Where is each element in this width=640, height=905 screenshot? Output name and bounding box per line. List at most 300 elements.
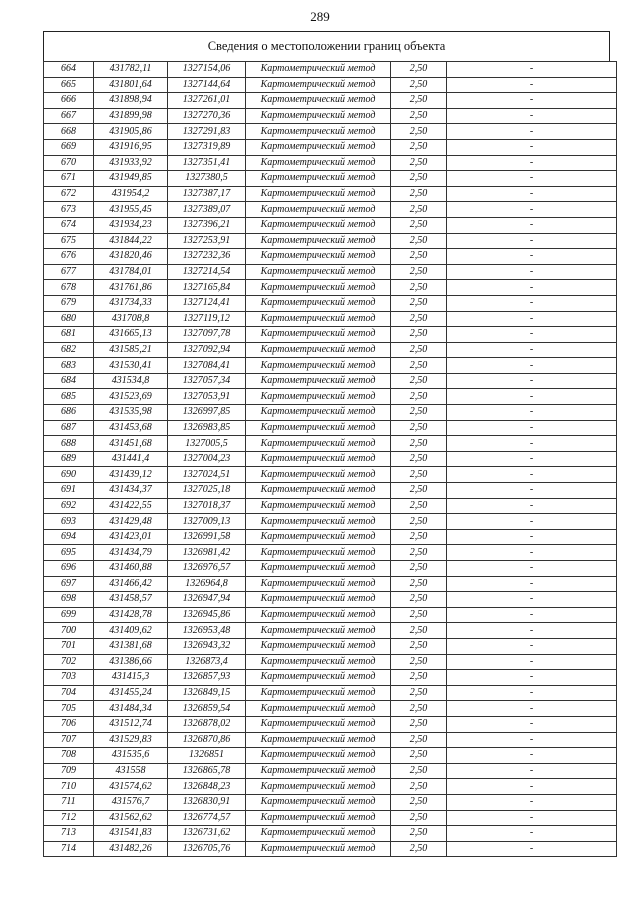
accuracy-cell: 2,50: [391, 436, 447, 452]
description-cell: -: [447, 670, 617, 686]
accuracy-cell: 2,50: [391, 93, 447, 109]
y-coordinate-cell: 1326851: [168, 748, 246, 764]
description-cell: -: [447, 233, 617, 249]
point-number-cell: 705: [44, 701, 94, 717]
point-number-cell: 668: [44, 124, 94, 140]
x-coordinate-cell: 431530,41: [94, 358, 168, 374]
page-number: 289: [310, 9, 330, 24]
x-coordinate-cell: 431955,45: [94, 202, 168, 218]
x-coordinate-cell: 431381,68: [94, 638, 168, 654]
x-coordinate-cell: 431512,74: [94, 716, 168, 732]
table-row: [44, 794, 617, 810]
description-cell: -: [447, 217, 617, 233]
description-cell: -: [447, 514, 617, 530]
point-number-cell: 704: [44, 685, 94, 701]
table-row: [44, 249, 617, 265]
method-cell: Картометрический метод: [246, 779, 391, 795]
accuracy-cell: 2,50: [391, 810, 447, 826]
y-coordinate-cell: 1326983,85: [168, 420, 246, 436]
y-coordinate-cell: 1326943,32: [168, 638, 246, 654]
x-coordinate-cell: 431761,86: [94, 280, 168, 296]
point-number-cell: 712: [44, 810, 94, 826]
point-number-cell: 691: [44, 483, 94, 499]
description-cell: -: [447, 202, 617, 218]
table-row: [44, 623, 617, 639]
accuracy-cell: 2,50: [391, 202, 447, 218]
accuracy-cell: 2,50: [391, 498, 447, 514]
y-coordinate-cell: 1326848,23: [168, 779, 246, 795]
description-cell: -: [447, 607, 617, 623]
accuracy-cell: 2,50: [391, 108, 447, 124]
point-number-cell: 707: [44, 732, 94, 748]
description-cell: -: [447, 264, 617, 280]
y-coordinate-cell: 1327018,37: [168, 498, 246, 514]
point-number-cell: 675: [44, 233, 94, 249]
accuracy-cell: 2,50: [391, 77, 447, 93]
point-number-cell: 692: [44, 498, 94, 514]
accuracy-cell: 2,50: [391, 654, 447, 670]
accuracy-cell: 2,50: [391, 62, 447, 78]
accuracy-cell: 2,50: [391, 763, 447, 779]
description-cell: -: [447, 311, 617, 327]
y-coordinate-cell: 1326774,57: [168, 810, 246, 826]
point-number-cell: 676: [44, 249, 94, 265]
y-coordinate-cell: 1327396,21: [168, 217, 246, 233]
point-number-cell: 682: [44, 342, 94, 358]
accuracy-cell: 2,50: [391, 483, 447, 499]
x-coordinate-cell: 431534,8: [94, 373, 168, 389]
table-row: [44, 467, 617, 483]
y-coordinate-cell: 1327154,06: [168, 62, 246, 78]
table-row: [44, 701, 617, 717]
table-row: [44, 295, 617, 311]
point-number-cell: 678: [44, 280, 94, 296]
description-cell: -: [447, 483, 617, 499]
description-cell: -: [447, 249, 617, 265]
table-row: [44, 373, 617, 389]
y-coordinate-cell: 1326964,8: [168, 576, 246, 592]
y-coordinate-cell: 1327319,89: [168, 139, 246, 155]
description-cell: -: [447, 280, 617, 296]
point-number-cell: 666: [44, 93, 94, 109]
method-cell: Картометрический метод: [246, 561, 391, 577]
point-number-cell: 667: [44, 108, 94, 124]
method-cell: Картометрический метод: [246, 483, 391, 499]
point-number-cell: 696: [44, 561, 94, 577]
x-coordinate-cell: 431428,78: [94, 607, 168, 623]
y-coordinate-cell: 1327119,12: [168, 311, 246, 327]
table-row: [44, 217, 617, 233]
table-row: [44, 436, 617, 452]
point-number-cell: 687: [44, 420, 94, 436]
y-coordinate-cell: 1326976,57: [168, 561, 246, 577]
description-cell: -: [447, 124, 617, 140]
description-cell: -: [447, 295, 617, 311]
description-cell: -: [447, 420, 617, 436]
y-coordinate-cell: 1327291,83: [168, 124, 246, 140]
description-cell: -: [447, 436, 617, 452]
x-coordinate-cell: 431820,46: [94, 249, 168, 265]
accuracy-cell: 2,50: [391, 264, 447, 280]
y-coordinate-cell: 1327261,01: [168, 93, 246, 109]
description-cell: -: [447, 685, 617, 701]
method-cell: Картометрический метод: [246, 217, 391, 233]
method-cell: Картометрический метод: [246, 514, 391, 530]
point-number-cell: 671: [44, 171, 94, 187]
x-coordinate-cell: 431535,6: [94, 748, 168, 764]
table-row: [44, 545, 617, 561]
x-coordinate-cell: 431541,83: [94, 826, 168, 842]
description-cell: -: [447, 592, 617, 608]
x-coordinate-cell: 431422,55: [94, 498, 168, 514]
table-row: [44, 108, 617, 124]
point-number-cell: 673: [44, 202, 94, 218]
accuracy-cell: 2,50: [391, 826, 447, 842]
method-cell: Картометрический метод: [246, 373, 391, 389]
table-row: [44, 77, 617, 93]
x-coordinate-cell: 431529,83: [94, 732, 168, 748]
table-row: [44, 124, 617, 140]
table-row: [44, 514, 617, 530]
method-cell: Картометрический метод: [246, 498, 391, 514]
accuracy-cell: 2,50: [391, 529, 447, 545]
accuracy-cell: 2,50: [391, 841, 447, 857]
method-cell: Картометрический метод: [246, 77, 391, 93]
y-coordinate-cell: 1326991,58: [168, 529, 246, 545]
method-cell: Картометрический метод: [246, 186, 391, 202]
table-row: [44, 716, 617, 732]
description-cell: -: [447, 155, 617, 171]
method-cell: Картометрический метод: [246, 202, 391, 218]
y-coordinate-cell: 1327025,18: [168, 483, 246, 499]
table-row: [44, 311, 617, 327]
method-cell: Картометрический метод: [246, 826, 391, 842]
description-cell: -: [447, 826, 617, 842]
method-cell: Картометрический метод: [246, 685, 391, 701]
x-coordinate-cell: 431898,94: [94, 93, 168, 109]
method-cell: Картометрический метод: [246, 327, 391, 343]
y-coordinate-cell: 1327144,64: [168, 77, 246, 93]
y-coordinate-cell: 1327009,13: [168, 514, 246, 530]
table-row: [44, 233, 617, 249]
table-row: [44, 93, 617, 109]
accuracy-cell: 2,50: [391, 342, 447, 358]
description-cell: -: [447, 545, 617, 561]
x-coordinate-cell: 431782,11: [94, 62, 168, 78]
x-coordinate-cell: 431535,98: [94, 405, 168, 421]
y-coordinate-cell: 1327124,41: [168, 295, 246, 311]
x-coordinate-cell: 431523,69: [94, 389, 168, 405]
x-coordinate-cell: 431439,12: [94, 467, 168, 483]
table-row: [44, 483, 617, 499]
y-coordinate-cell: 1326997,85: [168, 405, 246, 421]
x-coordinate-cell: 431460,88: [94, 561, 168, 577]
method-cell: Картометрический метод: [246, 62, 391, 78]
table-row: [44, 186, 617, 202]
table-row: [44, 171, 617, 187]
method-cell: Картометрический метод: [246, 607, 391, 623]
description-cell: -: [447, 389, 617, 405]
accuracy-cell: 2,50: [391, 311, 447, 327]
x-coordinate-cell: 431899,98: [94, 108, 168, 124]
point-number-cell: 669: [44, 139, 94, 155]
accuracy-cell: 2,50: [391, 327, 447, 343]
y-coordinate-cell: 1327097,78: [168, 327, 246, 343]
description-cell: -: [447, 373, 617, 389]
accuracy-cell: 2,50: [391, 171, 447, 187]
method-cell: Картометрический метод: [246, 436, 391, 452]
description-cell: -: [447, 171, 617, 187]
description-cell: -: [447, 841, 617, 857]
y-coordinate-cell: 1327214,54: [168, 264, 246, 280]
y-coordinate-cell: 1326857,93: [168, 670, 246, 686]
x-coordinate-cell: 431784,01: [94, 264, 168, 280]
table-row: [44, 358, 617, 374]
point-number-cell: 709: [44, 763, 94, 779]
point-number-cell: 684: [44, 373, 94, 389]
point-number-cell: 665: [44, 77, 94, 93]
point-number-cell: 672: [44, 186, 94, 202]
x-coordinate-cell: 431484,34: [94, 701, 168, 717]
accuracy-cell: 2,50: [391, 545, 447, 561]
point-number-cell: 689: [44, 451, 94, 467]
accuracy-cell: 2,50: [391, 467, 447, 483]
description-cell: -: [447, 654, 617, 670]
x-coordinate-cell: 431708,8: [94, 311, 168, 327]
method-cell: Картометрический метод: [246, 467, 391, 483]
table-row: [44, 420, 617, 436]
description-cell: -: [447, 810, 617, 826]
method-cell: Картометрический метод: [246, 654, 391, 670]
accuracy-cell: 2,50: [391, 576, 447, 592]
table-row: [44, 280, 617, 296]
table-row: [44, 732, 617, 748]
table-row: [44, 342, 617, 358]
method-cell: Картометрический метод: [246, 576, 391, 592]
point-number-cell: 693: [44, 514, 94, 530]
accuracy-cell: 2,50: [391, 779, 447, 795]
y-coordinate-cell: 1327351,41: [168, 155, 246, 171]
accuracy-cell: 2,50: [391, 592, 447, 608]
y-coordinate-cell: 1327270,36: [168, 108, 246, 124]
method-cell: Картометрический метод: [246, 295, 391, 311]
point-number-cell: 688: [44, 436, 94, 452]
y-coordinate-cell: 1327389,07: [168, 202, 246, 218]
x-coordinate-cell: 431441,4: [94, 451, 168, 467]
point-number-cell: 701: [44, 638, 94, 654]
accuracy-cell: 2,50: [391, 716, 447, 732]
accuracy-cell: 2,50: [391, 389, 447, 405]
accuracy-cell: 2,50: [391, 124, 447, 140]
point-number-cell: 703: [44, 670, 94, 686]
method-cell: Картометрический метод: [246, 389, 391, 405]
method-cell: Картометрический метод: [246, 405, 391, 421]
y-coordinate-cell: 1326953,48: [168, 623, 246, 639]
accuracy-cell: 2,50: [391, 217, 447, 233]
x-coordinate-cell: 431434,79: [94, 545, 168, 561]
x-coordinate-cell: 431801,64: [94, 77, 168, 93]
method-cell: Картометрический метод: [246, 264, 391, 280]
y-coordinate-cell: 1326865,78: [168, 763, 246, 779]
method-cell: Картометрический метод: [246, 841, 391, 857]
table-row: [44, 264, 617, 280]
y-coordinate-cell: 1327057,34: [168, 373, 246, 389]
point-number-cell: 700: [44, 623, 94, 639]
point-number-cell: 697: [44, 576, 94, 592]
table-row: [44, 654, 617, 670]
method-cell: Картометрический метод: [246, 249, 391, 265]
x-coordinate-cell: 431844,22: [94, 233, 168, 249]
x-coordinate-cell: 431434,37: [94, 483, 168, 499]
accuracy-cell: 2,50: [391, 405, 447, 421]
y-coordinate-cell: 1327253,91: [168, 233, 246, 249]
method-cell: Картометрический метод: [246, 93, 391, 109]
table-row: [44, 810, 617, 826]
x-coordinate-cell: 431409,62: [94, 623, 168, 639]
accuracy-cell: 2,50: [391, 249, 447, 265]
method-cell: Картометрический метод: [246, 670, 391, 686]
method-cell: Картометрический метод: [246, 592, 391, 608]
x-coordinate-cell: 431562,62: [94, 810, 168, 826]
point-number-cell: 711: [44, 794, 94, 810]
accuracy-cell: 2,50: [391, 280, 447, 296]
table-row: [44, 592, 617, 608]
table-row: [44, 763, 617, 779]
table-row: [44, 62, 617, 78]
x-coordinate-cell: 431415,3: [94, 670, 168, 686]
y-coordinate-cell: 1327092,94: [168, 342, 246, 358]
table-row: [44, 327, 617, 343]
x-coordinate-cell: 431734,33: [94, 295, 168, 311]
point-number-cell: 664: [44, 62, 94, 78]
method-cell: Картометрический метод: [246, 451, 391, 467]
y-coordinate-cell: 1326878,02: [168, 716, 246, 732]
point-number-cell: 699: [44, 607, 94, 623]
x-coordinate-cell: 431466,42: [94, 576, 168, 592]
x-coordinate-cell: 431453,68: [94, 420, 168, 436]
description-cell: -: [447, 467, 617, 483]
table-row: [44, 139, 617, 155]
y-coordinate-cell: 1326981,42: [168, 545, 246, 561]
description-cell: -: [447, 139, 617, 155]
y-coordinate-cell: 1326849,15: [168, 685, 246, 701]
table-row: [44, 155, 617, 171]
accuracy-cell: 2,50: [391, 451, 447, 467]
description-cell: -: [447, 763, 617, 779]
description-cell: -: [447, 576, 617, 592]
table-row: [44, 638, 617, 654]
x-coordinate-cell: 431455,24: [94, 685, 168, 701]
x-coordinate-cell: 431585,21: [94, 342, 168, 358]
y-coordinate-cell: 1326947,94: [168, 592, 246, 608]
table-row: [44, 748, 617, 764]
point-number-cell: 713: [44, 826, 94, 842]
y-coordinate-cell: 1326830,91: [168, 794, 246, 810]
description-cell: -: [447, 794, 617, 810]
point-number-cell: 714: [44, 841, 94, 857]
x-coordinate-cell: 431665,13: [94, 327, 168, 343]
point-number-cell: 690: [44, 467, 94, 483]
accuracy-cell: 2,50: [391, 186, 447, 202]
table-row: [44, 498, 617, 514]
x-coordinate-cell: 431386,66: [94, 654, 168, 670]
description-cell: -: [447, 451, 617, 467]
method-cell: Картометрический метод: [246, 732, 391, 748]
point-number-cell: 674: [44, 217, 94, 233]
y-coordinate-cell: 1326705,76: [168, 841, 246, 857]
method-cell: Картометрический метод: [246, 124, 391, 140]
description-cell: -: [447, 716, 617, 732]
method-cell: Картометрический метод: [246, 280, 391, 296]
method-cell: Картометрический метод: [246, 311, 391, 327]
y-coordinate-cell: 1327005,5: [168, 436, 246, 452]
method-cell: Картометрический метод: [246, 545, 391, 561]
method-cell: Картометрический метод: [246, 233, 391, 249]
accuracy-cell: 2,50: [391, 420, 447, 436]
accuracy-cell: 2,50: [391, 638, 447, 654]
description-cell: -: [447, 498, 617, 514]
x-coordinate-cell: 431916,95: [94, 139, 168, 155]
description-cell: -: [447, 732, 617, 748]
accuracy-cell: 2,50: [391, 233, 447, 249]
table-row: [44, 451, 617, 467]
method-cell: Картометрический метод: [246, 108, 391, 124]
x-coordinate-cell: 431558: [94, 763, 168, 779]
x-coordinate-cell: 431576,7: [94, 794, 168, 810]
y-coordinate-cell: 1327165,84: [168, 280, 246, 296]
method-cell: Картометрический метод: [246, 794, 391, 810]
description-cell: -: [447, 561, 617, 577]
accuracy-cell: 2,50: [391, 514, 447, 530]
boundary-points-table: [43, 61, 617, 857]
method-cell: Картометрический метод: [246, 155, 391, 171]
accuracy-cell: 2,50: [391, 607, 447, 623]
point-number-cell: 708: [44, 748, 94, 764]
description-cell: -: [447, 529, 617, 545]
description-cell: -: [447, 62, 617, 78]
point-number-cell: 685: [44, 389, 94, 405]
table-row: [44, 841, 617, 857]
y-coordinate-cell: 1327380,5: [168, 171, 246, 187]
method-cell: Картометрический метод: [246, 810, 391, 826]
point-number-cell: 683: [44, 358, 94, 374]
table-row: [44, 826, 617, 842]
point-number-cell: 681: [44, 327, 94, 343]
accuracy-cell: 2,50: [391, 373, 447, 389]
table-body: [44, 62, 617, 857]
method-cell: Картометрический метод: [246, 748, 391, 764]
y-coordinate-cell: 1327004,23: [168, 451, 246, 467]
accuracy-cell: 2,50: [391, 358, 447, 374]
x-coordinate-cell: 431482,26: [94, 841, 168, 857]
table-row: [44, 529, 617, 545]
y-coordinate-cell: 1327232,36: [168, 249, 246, 265]
table-title: Сведения о местоположении границ объекта: [43, 31, 610, 61]
method-cell: Картометрический метод: [246, 716, 391, 732]
y-coordinate-cell: 1327387,17: [168, 186, 246, 202]
point-number-cell: 686: [44, 405, 94, 421]
description-cell: -: [447, 77, 617, 93]
method-cell: Картометрический метод: [246, 139, 391, 155]
x-coordinate-cell: 431429,48: [94, 514, 168, 530]
table-row: [44, 779, 617, 795]
x-coordinate-cell: 431905,86: [94, 124, 168, 140]
x-coordinate-cell: 431458,57: [94, 592, 168, 608]
method-cell: Картометрический метод: [246, 701, 391, 717]
y-coordinate-cell: 1327024,51: [168, 467, 246, 483]
description-cell: -: [447, 108, 617, 124]
x-coordinate-cell: 431574,62: [94, 779, 168, 795]
